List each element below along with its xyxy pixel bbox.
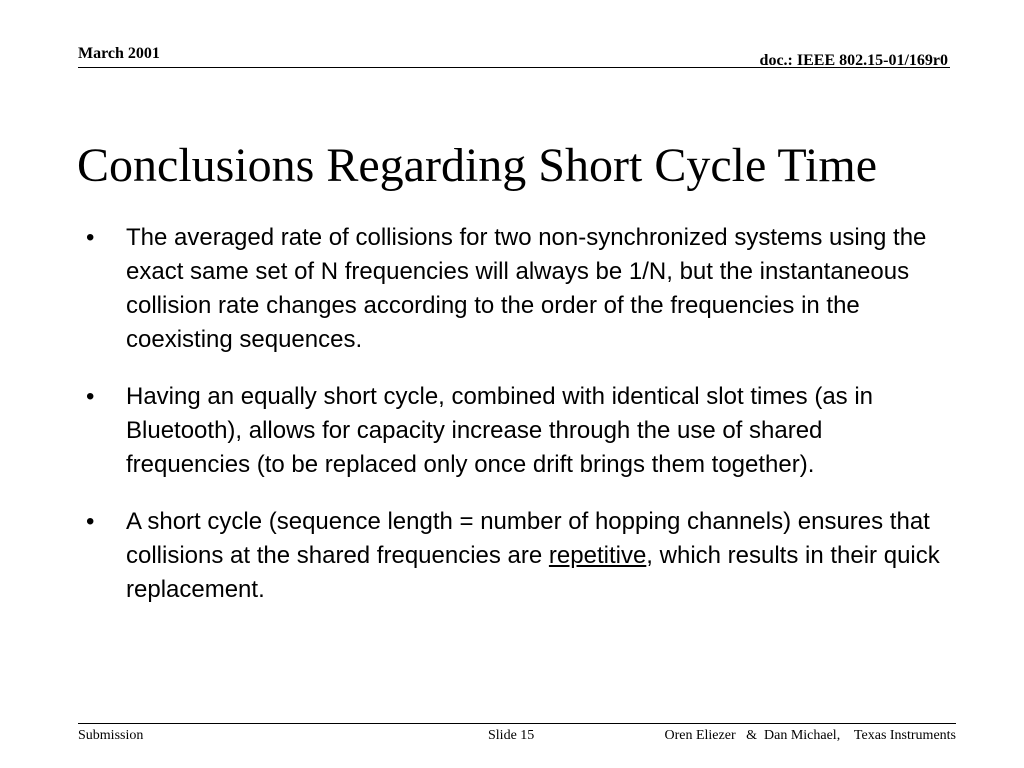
header-date: March 2001 <box>78 45 160 62</box>
bullet-text <box>126 508 940 603</box>
footer-rule <box>78 723 956 724</box>
bullet-text: Having an equally short cycle, combined with identical slot times (as in Bluetooth), allows for capacity increase through the use of shared frequencies (to be replaced only once drift brings them together). <box>126 383 874 478</box>
footer-slide-number: Slide 15 <box>488 728 535 743</box>
header-doc-id: doc.: IEEE 802.15-01/169r0 <box>759 52 948 69</box>
footer-submission: Submission <box>78 728 144 743</box>
bullet-marker: • <box>86 224 95 251</box>
bullet-item <box>86 505 946 607</box>
bullet-item <box>86 380 946 482</box>
bullet-text-after: , which results in their quick replacement. <box>126 542 940 603</box>
footer-authors: Oren Eliezer & Dan Michael, Texas Instruments <box>664 728 956 743</box>
header-rule <box>78 67 950 68</box>
bullet-text: The averaged rate of collisions for two non-synchronized systems using the exact same set of N frequencies will always be 1/N, but the instantaneous collision rate changes according to the order of the frequencies in the coexisting sequences. <box>126 224 927 353</box>
bullet-marker: • <box>86 383 95 410</box>
bullet-item <box>86 221 946 357</box>
bullet-marker: • <box>86 508 95 535</box>
slide-title: Conclusions Regarding Short Cycle Time <box>77 139 878 193</box>
bullet-text-before: A short cycle (sequence length = number of hopping channels) ensures that collisions at the shared frequencies are <box>126 508 930 569</box>
bullet-list <box>86 221 946 630</box>
bullet-text-underlined: repetitive <box>548 542 647 569</box>
